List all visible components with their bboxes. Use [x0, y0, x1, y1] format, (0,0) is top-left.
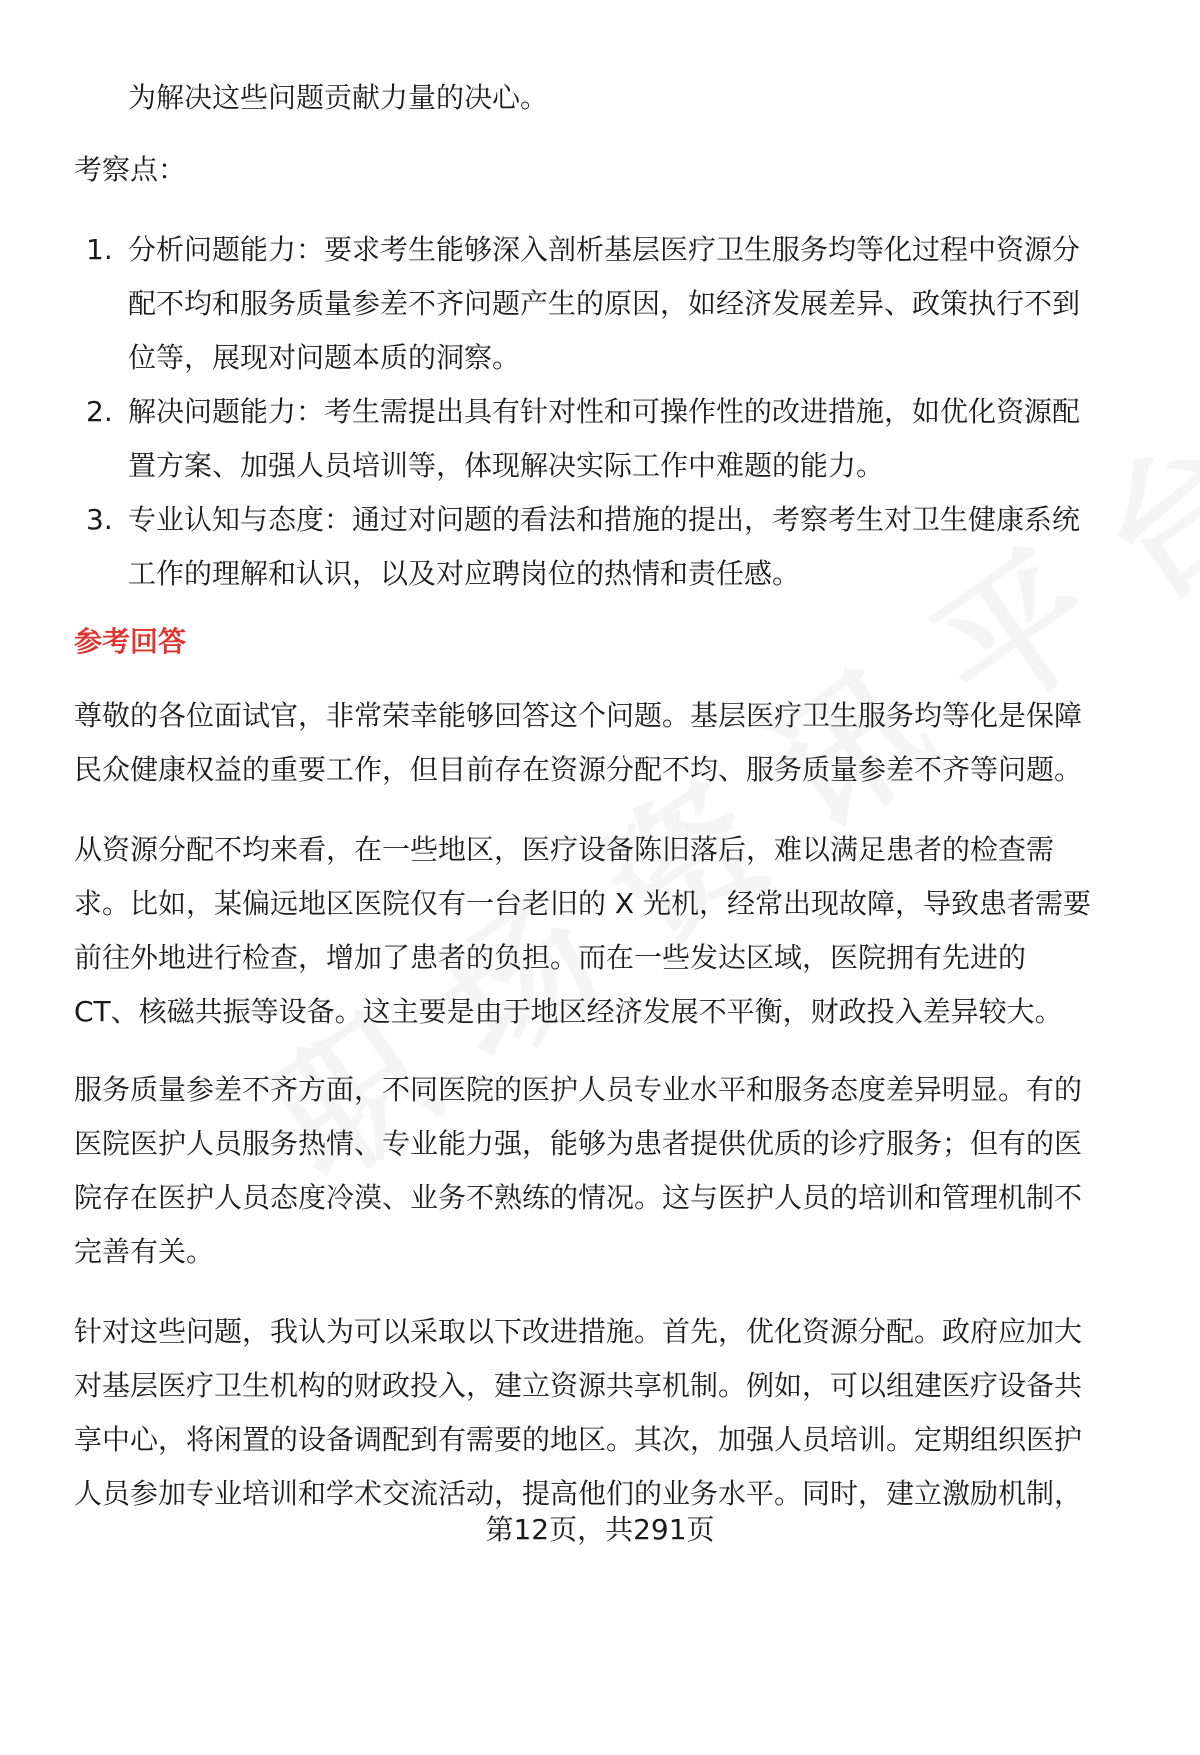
point-2-line-2: 置方案、加强人员培训等，体现解决实际工作中难题的能力。 — [128, 449, 885, 482]
paragraph-1-line-2: 民众健康权益的重要工作，但目前存在资源分配不均、服务质量参差不齐等问题。 — [74, 753, 1083, 786]
paragraph-3-line-3: 院存在医护人员态度冷漠、业务不熟练的情况。这与医护人员的培训和管理机制不 — [74, 1181, 1083, 1214]
paragraph-4-line-3: 享中心，将闲置的设备调配到有需要的地区。其次，加强人员培训。定期组织医护 — [74, 1423, 1083, 1456]
points-heading: 考察点： — [74, 153, 187, 186]
paragraph-2-line-1: 从资源分配不均来看，在一些地区，医疗设备陈旧落后，难以满足患者的检查需 — [74, 833, 1055, 866]
point-3-line-1: 专业认知与态度：通过对问题的看法和措施的提出，考察考生对卫生健康系统 — [128, 503, 1081, 536]
point-1-number: 1. — [86, 233, 113, 266]
paragraph-3-line-4: 完善有关。 — [74, 1235, 215, 1268]
answer-heading: 参考回答 — [74, 625, 187, 658]
point-2-number: 2. — [86, 395, 113, 428]
paragraph-4-line-4: 人员参加专业培训和学术交流活动，提高他们的业务水平。同时，建立激励机制， — [74, 1477, 1083, 1510]
point-3-line-2: 工作的理解和认识，以及对应聘岗位的热情和责任感。 — [128, 557, 801, 590]
point-1-line-1: 分析问题能力：要求考生能够深入剖析基层医疗卫生服务均等化过程中资源分 — [128, 233, 1081, 266]
paragraph-3-line-2: 医院医护人员服务热情、专业能力强，能够为患者提供优质的诊疗服务；但有的医 — [74, 1127, 1083, 1160]
point-1-line-3: 位等，展现对问题本质的洞察。 — [128, 341, 521, 374]
point-2-line-1: 解决问题能力：考生需提出具有针对性和可操作性的改进措施，如优化资源配 — [128, 395, 1081, 428]
paragraph-2-line-2: 求。比如，某偏远地区医院仅有一台老旧的 X 光机，经常出现故障，导致患者需要 — [74, 887, 1091, 920]
page-footer: 第12页，共291页 — [485, 1513, 715, 1546]
intro-line: 为解决这些问题贡献力量的决心。 — [128, 81, 549, 114]
point-3-number: 3. — [86, 503, 113, 536]
point-1-line-2: 配不均和服务质量参差不齐问题产生的原因，如经济发展差异、政策执行不到 — [128, 287, 1081, 320]
paragraph-3-line-1: 服务质量参差不齐方面，不同医院的医护人员专业水平和服务态度差异明显。有的 — [74, 1073, 1083, 1106]
paragraph-2-line-4: CT、核磁共振等设备。这主要是由于地区经济发展不平衡，财政投入差异较大。 — [74, 995, 1063, 1028]
paragraph-1-line-1: 尊敬的各位面试官，非常荣幸能够回答这个问题。基层医疗卫生服务均等化是保障 — [74, 699, 1083, 732]
paragraph-2-line-3: 前往外地进行检查，增加了患者的负担。而在一些发达区域，医院拥有先进的 — [74, 941, 1027, 974]
paragraph-4-line-2: 对基层医疗卫生机构的财政投入，建立资源共享机制。例如，可以组建医疗设备共 — [74, 1369, 1083, 1402]
paragraph-4-line-1: 针对这些问题，我认为可以采取以下改进措施。首先，优化资源分配。政府应加大 — [74, 1315, 1083, 1348]
